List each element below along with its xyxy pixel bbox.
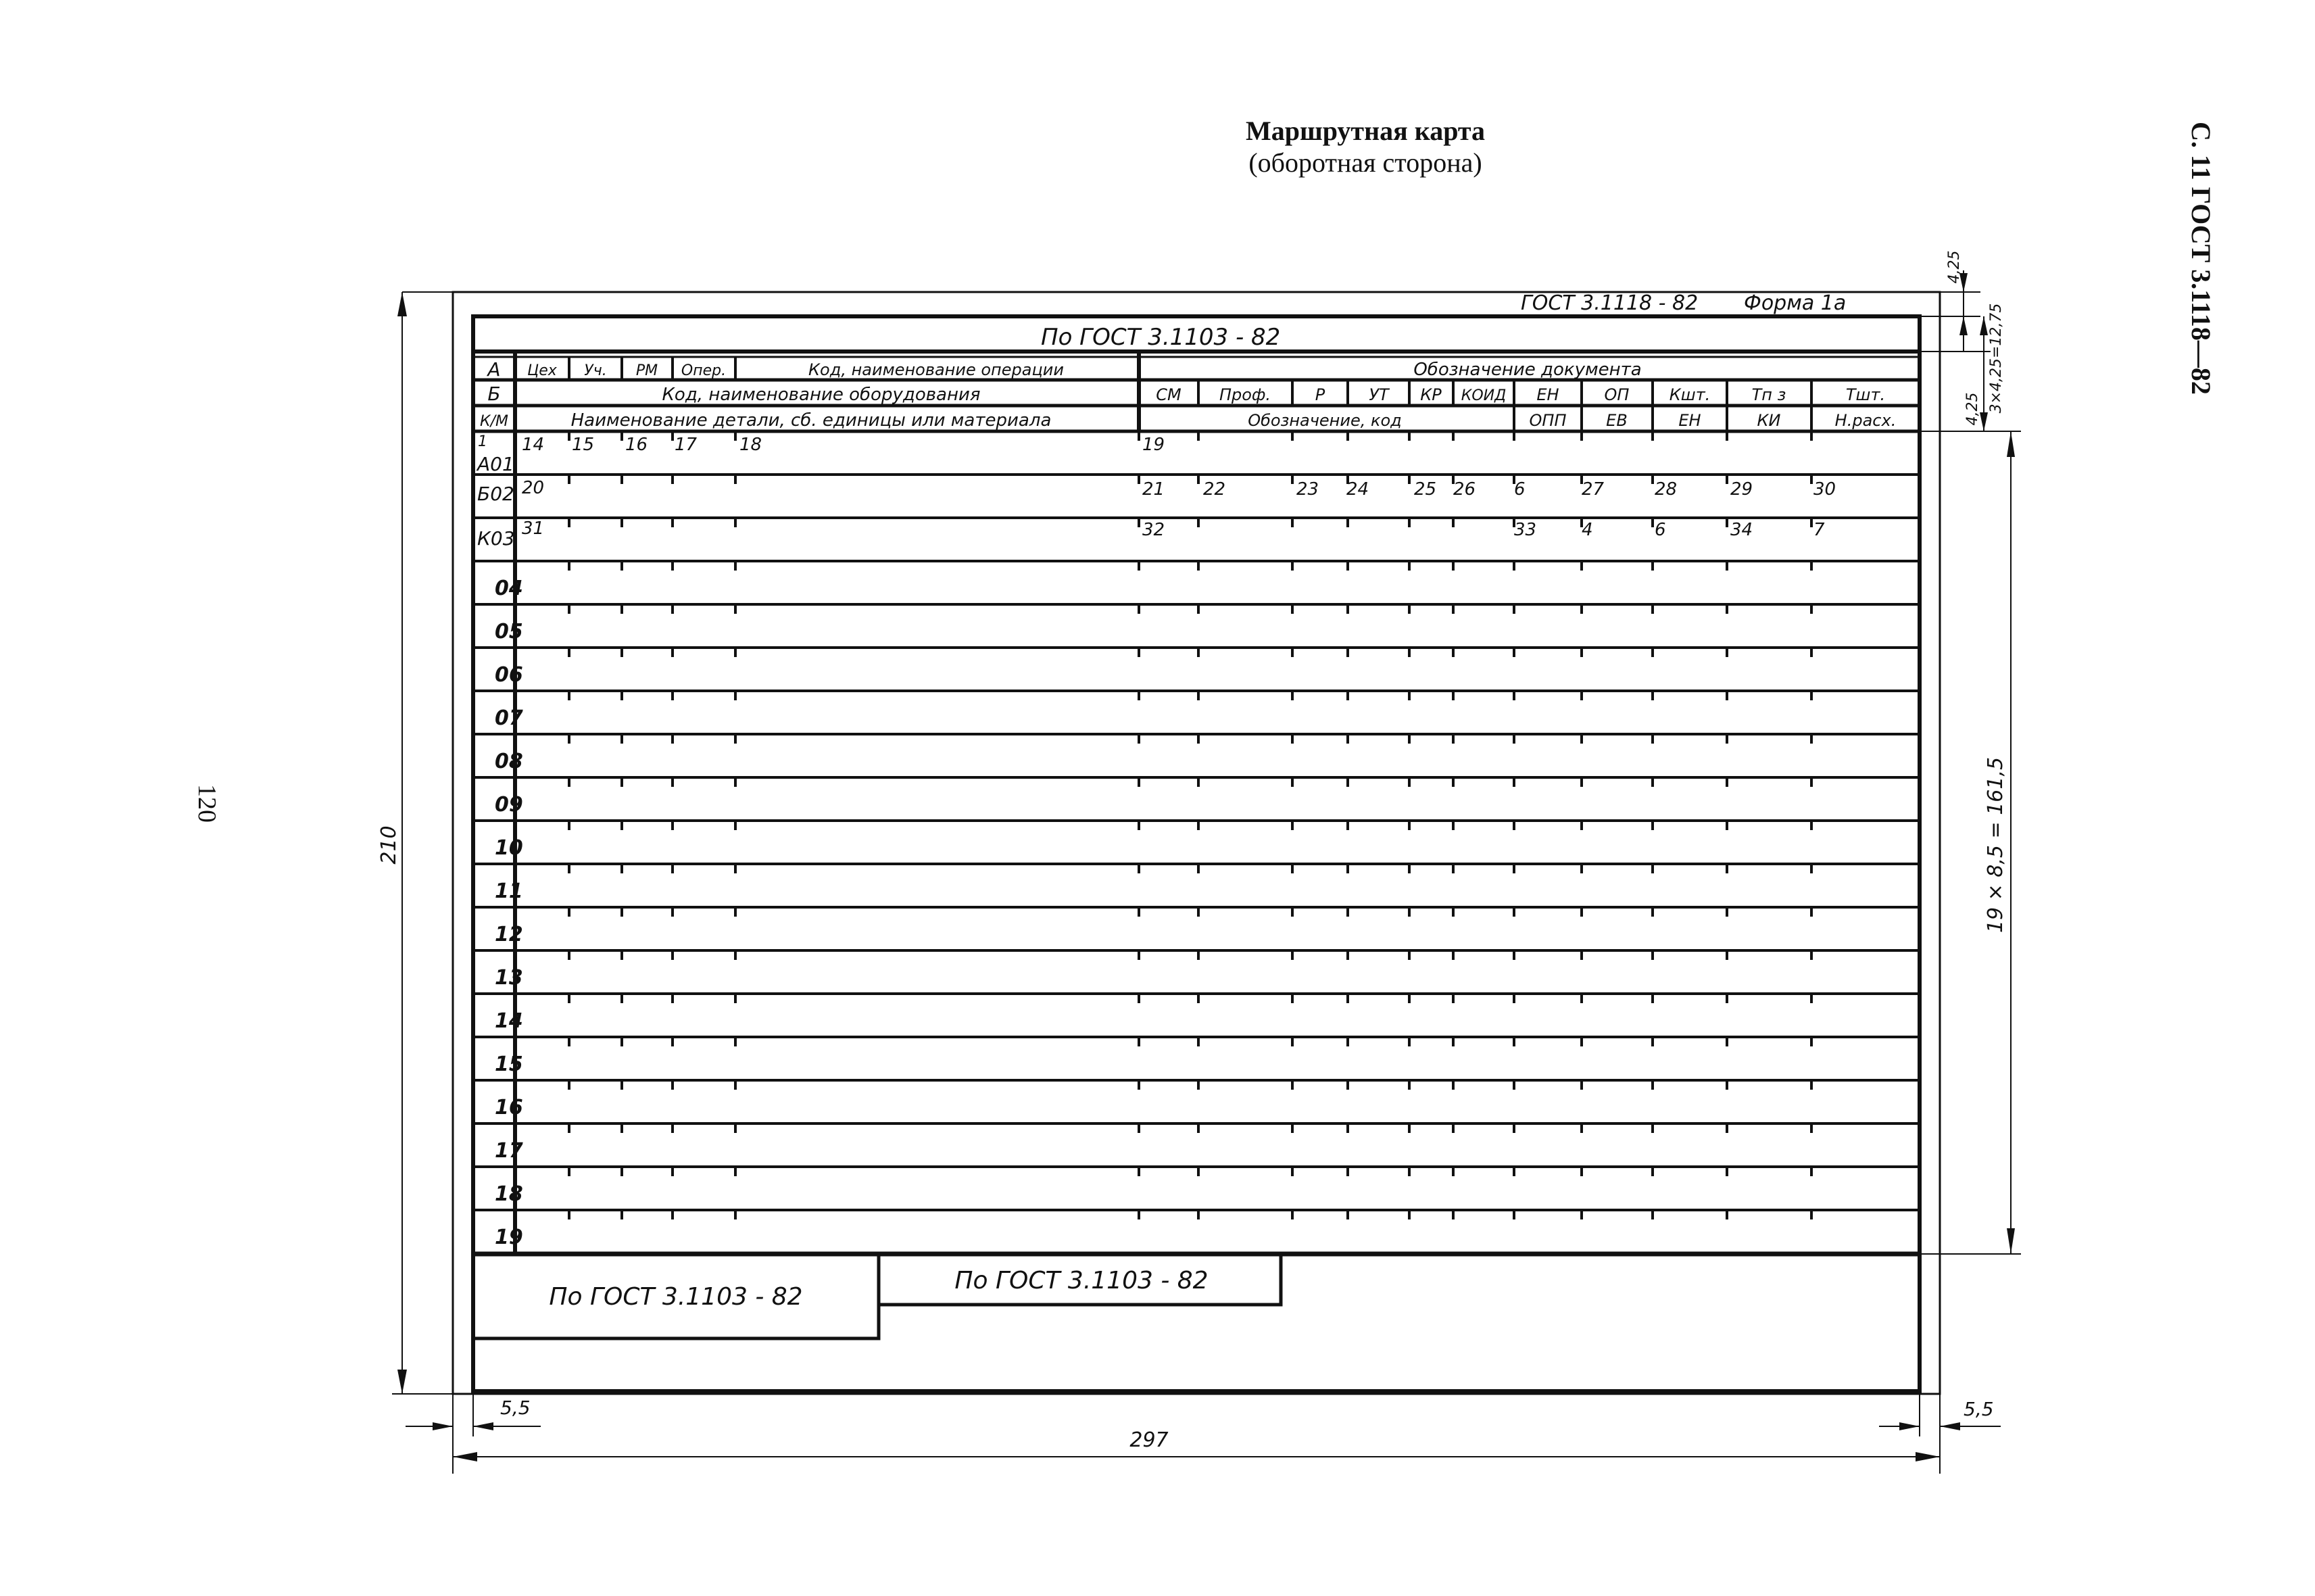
dim-height xyxy=(392,292,454,1394)
row-03-label: К03 xyxy=(477,527,515,550)
row-03-num-31: 31 xyxy=(522,518,545,539)
body-row-lines xyxy=(473,475,1920,1210)
row-label-19: 19 xyxy=(495,1226,523,1249)
body-tick-marks xyxy=(569,431,1811,1219)
row-label-17: 17 xyxy=(495,1139,523,1163)
row-01-num-19: 19 xyxy=(1142,435,1165,455)
row-02-num-30: 30 xyxy=(1813,479,1836,500)
row-label-10: 10 xyxy=(495,836,523,860)
row-03-num-32: 32 xyxy=(1142,520,1165,540)
row-01-label: А01 xyxy=(477,453,514,475)
top-strip-text: По ГОСТ 3.1103 - 82 xyxy=(1041,324,1281,351)
page-title: Маршрутная карта xyxy=(1245,116,1486,146)
bottom-box-left-text: По ГОСТ 3.1103 - 82 xyxy=(549,1283,803,1311)
row-03-num-7: 7 xyxy=(1813,520,1825,540)
dim-rows-total-label: 19 × 8,5 = 161,5 xyxy=(1984,756,2007,934)
row-02-num-29: 29 xyxy=(1730,479,1753,500)
row-b-cell-op: ОП xyxy=(1604,385,1630,404)
row-a-symbol: А xyxy=(487,358,501,381)
dim-header-block-label: 3×4,25=12,75 xyxy=(1988,303,2005,414)
row-label-15: 15 xyxy=(495,1053,523,1076)
row-03-num-33: 33 xyxy=(1514,520,1537,540)
row-km-cell-ki: КИ xyxy=(1757,411,1781,430)
row-b-cell-ksht: Кшт. xyxy=(1669,385,1711,404)
dim-strip-height-label: 4,25 xyxy=(1964,392,1981,426)
row-labels xyxy=(495,577,523,1249)
row-label-05: 05 xyxy=(495,620,523,644)
row-02-num-6: 6 xyxy=(1514,479,1526,500)
row-a-right-cell: Обозначение документа xyxy=(1413,360,1642,380)
row-a-cell-4: Опер. xyxy=(681,362,727,379)
row-02-num-24: 24 xyxy=(1346,479,1369,500)
row-b-cell-sm: СМ xyxy=(1156,385,1181,404)
row-km-cell-opp: ОПП xyxy=(1529,411,1567,430)
row-label-12: 12 xyxy=(495,923,523,946)
row-02-label: Б02 xyxy=(477,483,514,505)
sheet-outline xyxy=(453,292,1940,1394)
row-02-num-22: 22 xyxy=(1203,479,1226,500)
header-block xyxy=(473,352,1920,1254)
row-km-cell-en: ЕН xyxy=(1678,411,1701,430)
row-b-cell-ut: УТ xyxy=(1369,385,1389,404)
row-label-16: 16 xyxy=(495,1096,523,1119)
row-b-cell-prof: Проф. xyxy=(1219,385,1271,404)
row-b-cell-tsht: Тшт. xyxy=(1845,385,1886,404)
page-subtitle: (оборотная сторона) xyxy=(1248,147,1482,178)
row-01-num-18: 18 xyxy=(739,435,762,455)
row-01-num-14: 14 xyxy=(522,435,545,455)
row-01-superscript: 1 xyxy=(478,433,487,450)
row-02-num-27: 27 xyxy=(1582,479,1605,500)
row-a-cell-5: Код, наименование операции xyxy=(808,360,1064,379)
row-01-num-17: 17 xyxy=(675,435,698,455)
row-a-cell-2: Уч. xyxy=(584,362,607,379)
row-03-num-4: 4 xyxy=(1582,520,1593,540)
dim-top-offset-label: 4,25 xyxy=(1946,250,1963,284)
row-km-cell-nrash: Н.расх. xyxy=(1834,411,1897,430)
row-b-symbol: Б xyxy=(487,383,501,405)
row-km-symbol: К/М xyxy=(479,413,509,430)
row-label-13: 13 xyxy=(495,966,523,990)
row-label-07: 07 xyxy=(495,706,523,730)
gost-label: ГОСТ 3.1118 - 82 xyxy=(1521,291,1699,315)
row-b-cell-tpz: Тп з xyxy=(1751,385,1786,404)
row-02-num-20: 20 xyxy=(522,478,545,498)
page-number: 120 xyxy=(193,784,221,823)
row-01-num-16: 16 xyxy=(625,435,648,455)
row-label-18: 18 xyxy=(495,1182,523,1206)
row-02-num-28: 28 xyxy=(1655,479,1678,500)
row-a-cell-1: Цех xyxy=(527,362,557,379)
side-header: С. 11 ГОСТ 3.1118—82 xyxy=(2186,122,2216,395)
row-02-num-25: 25 xyxy=(1414,479,1437,500)
dim-width xyxy=(453,1394,1940,1474)
bottom-box-right-text: По ГОСТ 3.1103 - 82 xyxy=(954,1267,1209,1295)
dim-margin-right-label: 5,5 xyxy=(1964,1398,1994,1420)
row-01-num-15: 15 xyxy=(572,435,595,455)
row-02-num-23: 23 xyxy=(1296,479,1319,500)
row-02-num-26: 26 xyxy=(1453,479,1476,500)
row-label-06: 06 xyxy=(495,663,523,687)
row-03-num-34: 34 xyxy=(1730,520,1753,540)
dim-margin-left-label: 5,5 xyxy=(500,1397,531,1419)
row-label-04: 04 xyxy=(495,577,523,600)
row-label-09: 09 xyxy=(495,793,523,817)
dim-width-label: 297 xyxy=(1129,1428,1169,1452)
row-b-left-cell: Код, наименование оборудования xyxy=(662,385,981,405)
row-km-left-cell: Наименование детали, сб. единицы или материала xyxy=(570,410,1052,431)
row-km-cell-code: Обозначение, код xyxy=(1248,411,1402,430)
row-02-num-21: 21 xyxy=(1142,479,1165,500)
row-b-cell-en: ЕН xyxy=(1536,385,1559,404)
form-label: Форма 1а xyxy=(1744,291,1847,315)
inner-frame xyxy=(473,316,1920,1391)
row-label-14: 14 xyxy=(495,1009,523,1033)
dim-height-label: 210 xyxy=(377,825,401,865)
row-b-cell-kr: КР xyxy=(1420,385,1442,404)
row-km-cell-ev: ЕВ xyxy=(1606,411,1628,430)
row-b-cell-koid: КОИД xyxy=(1461,387,1507,404)
row-label-08: 08 xyxy=(495,750,523,773)
row-03-num-6: 6 xyxy=(1655,520,1666,540)
row-b-cell-r: Р xyxy=(1315,385,1325,404)
row-label-11: 11 xyxy=(495,879,523,903)
row-a-cell-3: РМ xyxy=(635,362,658,379)
